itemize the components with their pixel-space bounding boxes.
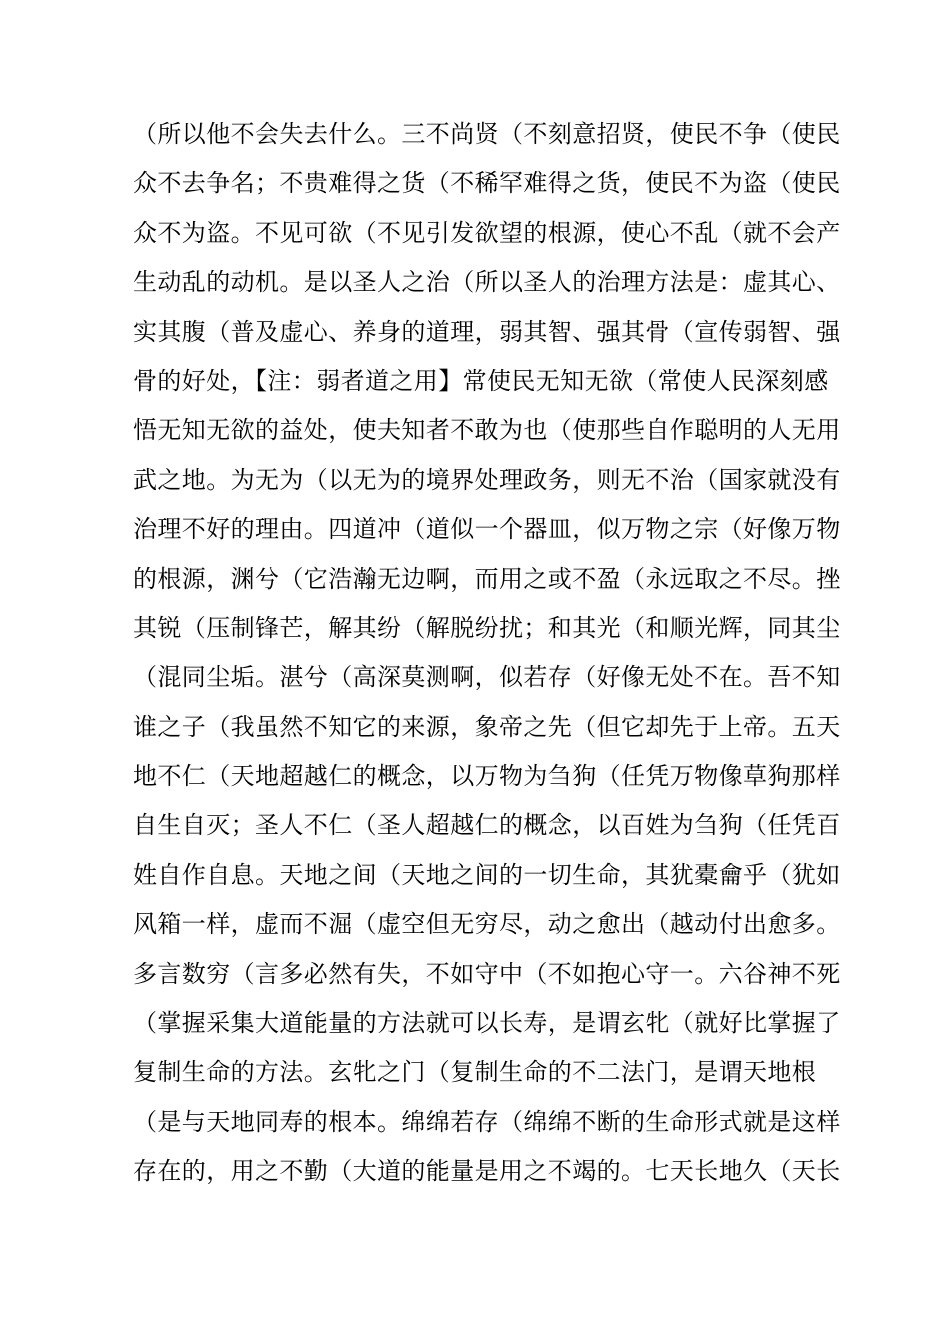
text-line: 复制生命的方法。玄牝之门（复制生命的不二法门，是谓天地根 xyxy=(133,1058,817,1087)
text-line: 多言数穷（言多必然有失，不如守中（不如抱心守一。六谷神不死 xyxy=(133,959,841,988)
text-line: （是与天地同寿的根本。绵绵若存（绵绵不断的生命形式就是这样 xyxy=(133,1107,841,1136)
text-line: 其锐（压制锋芒，解其纷（解脱纷扰；和其光（和顺光辉，同其尘 xyxy=(133,613,841,642)
body-text xyxy=(133,110,841,1197)
text-line: （所以他不会失去什么。三不尚贤（不刻意招贤，使民不争（使民 xyxy=(133,120,841,148)
text-line: （掌握采集大道能量的方法就可以长寿，是谓玄牝（就好比掌握了 xyxy=(133,1009,841,1038)
text-line: （混同尘垢。湛兮（高深莫测啊，似若存（好像无处不在。吾不知 xyxy=(133,663,841,692)
text-line: 众不去争名；不贵难得之货（不稀罕难得之货，使民不为盗（使民 xyxy=(133,169,841,198)
text-line: 姓自作自息。天地之间（天地之间的一切生命，其犹橐龠乎（犹如 xyxy=(133,860,841,889)
text-line: 众不为盗。不见可欲（不见引发欲望的根源，使心不乱（就不会产 xyxy=(133,218,841,247)
text-line: 骨的好处，【注：弱者道之用】常使民无知无欲（常使人民深刻感 xyxy=(133,366,829,395)
text-line: 悟无知无欲的益处，使夫知者不敢为也（使那些自作聪明的人无用 xyxy=(133,416,841,445)
text-line: 风箱一样，虚而不淈（虚空但无穷尽，动之愈出（越动付出愈多。 xyxy=(133,910,841,939)
text-line: 生动乱的动机。是以圣人之治（所以圣人的治理方法是：虚其心、 xyxy=(133,268,841,297)
text-line: 存在的，用之不勤（大道的能量是用之不竭的。七天长地久（天长 xyxy=(133,1157,841,1186)
text-line: 实其腹（普及虚心、养身的道理，弱其智、强其骨（宣传弱智、强 xyxy=(133,317,841,346)
text-line: 谁之子（我虽然不知它的来源，象帝之先（但它却先于上帝。五天 xyxy=(133,712,841,741)
text-line: 自生自灭；圣人不仁（圣人超越仁的概念，以百姓为刍狗（任凭百 xyxy=(133,811,841,840)
text-line: 武之地。为无为（以无为的境界处理政务，则无不治（国家就没有 xyxy=(133,465,841,494)
text-line: 治理不好的理由。四道冲（道似一个器皿，似万物之宗（好像万物 xyxy=(133,515,841,544)
text-line: 的根源，渊兮（它浩瀚无边啊，而用之或不盈（永远取之不尽。挫 xyxy=(133,564,841,593)
text-line: 地不仁（天地超越仁的概念，以万物为刍狗（任凭万物像草狗那样 xyxy=(133,762,841,791)
